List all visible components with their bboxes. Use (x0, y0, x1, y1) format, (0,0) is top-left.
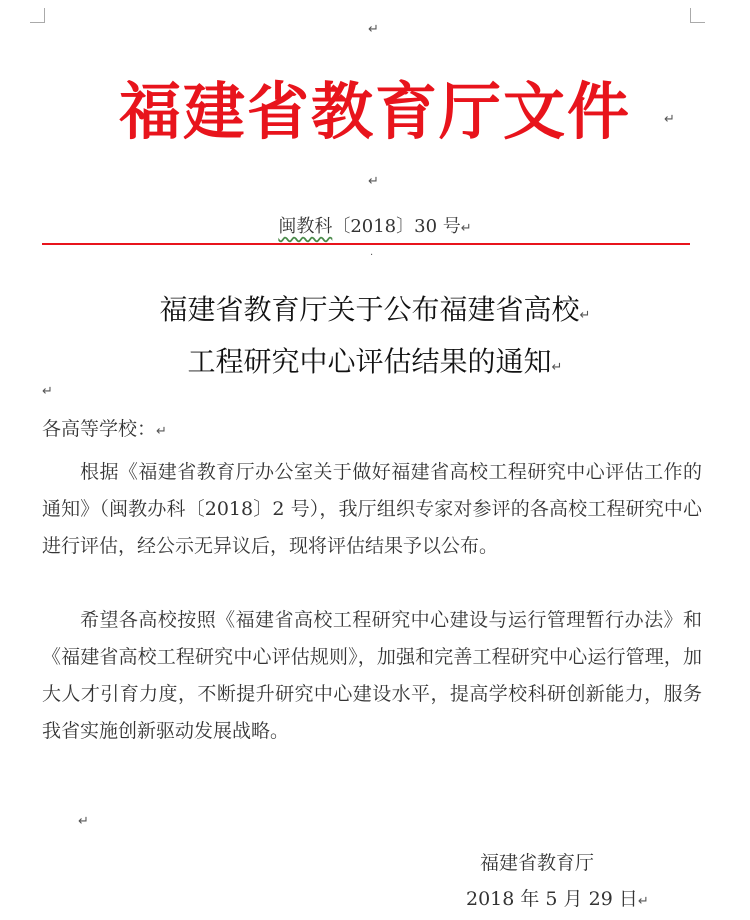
notice-title-line-1: 福建省教育厅关于公布福建省高校↵ (159, 293, 591, 326)
red-separator-rule (42, 243, 690, 245)
paragraph-mark: ↵ (551, 360, 563, 375)
doc-number-rest: 〔2018〕30 号 (332, 216, 461, 237)
paragraph-mark: ↵ (42, 384, 53, 399)
paragraph-mark: ↵ (368, 174, 379, 189)
paragraph-mark: ↵ (664, 112, 675, 127)
crop-mark-top-right (690, 8, 705, 23)
crop-mark-top-left (30, 8, 45, 23)
signature-organization: 福建省教育厅 (480, 852, 595, 874)
document-red-header: 福建省教育厅文件 (118, 75, 631, 148)
paragraph-mark: ↵ (156, 424, 167, 439)
paragraph-mark: ↵ (460, 221, 472, 236)
paragraph-mark: · (370, 250, 374, 261)
paragraph-mark: ↵ (368, 22, 379, 37)
signature-date: 2018 年 5 月 29 日↵ (466, 888, 649, 910)
paragraph-mark: ↵ (579, 308, 591, 323)
paragraph-mark: ↵ (637, 894, 649, 909)
salutation: 各高等学校：↵ (42, 418, 167, 440)
body-paragraph-2: 希望各高校按照《福建省高校工程研究中心建设与运行管理暂行办法》和《福建省高校工程研究中心评估规则》，加强和完善工程研究中心运行管理，加大人才引育力度，不断提升研究中心建设水平，提高学校科研创新能力，服务我省实施创新驱动发展战略。 (42, 609, 702, 742)
document-number (0, 212, 750, 238)
body-paragraph-1: 根据《福建省教育厅办公室关于做好福建省高校工程研究中心评估工作的通知》（闽教办科〔2018〕2 号），我厅组织专家对参评的各高校工程研究中心进行评估，经公示无异议后，现将评估结果予以公布。 (42, 461, 702, 557)
paragraph-mark: ↵ (78, 814, 89, 829)
notice-title-line-2: 工程研究中心评估结果的通知↵ (187, 345, 563, 378)
doc-number-prefix: 闽教科 (278, 216, 333, 237)
